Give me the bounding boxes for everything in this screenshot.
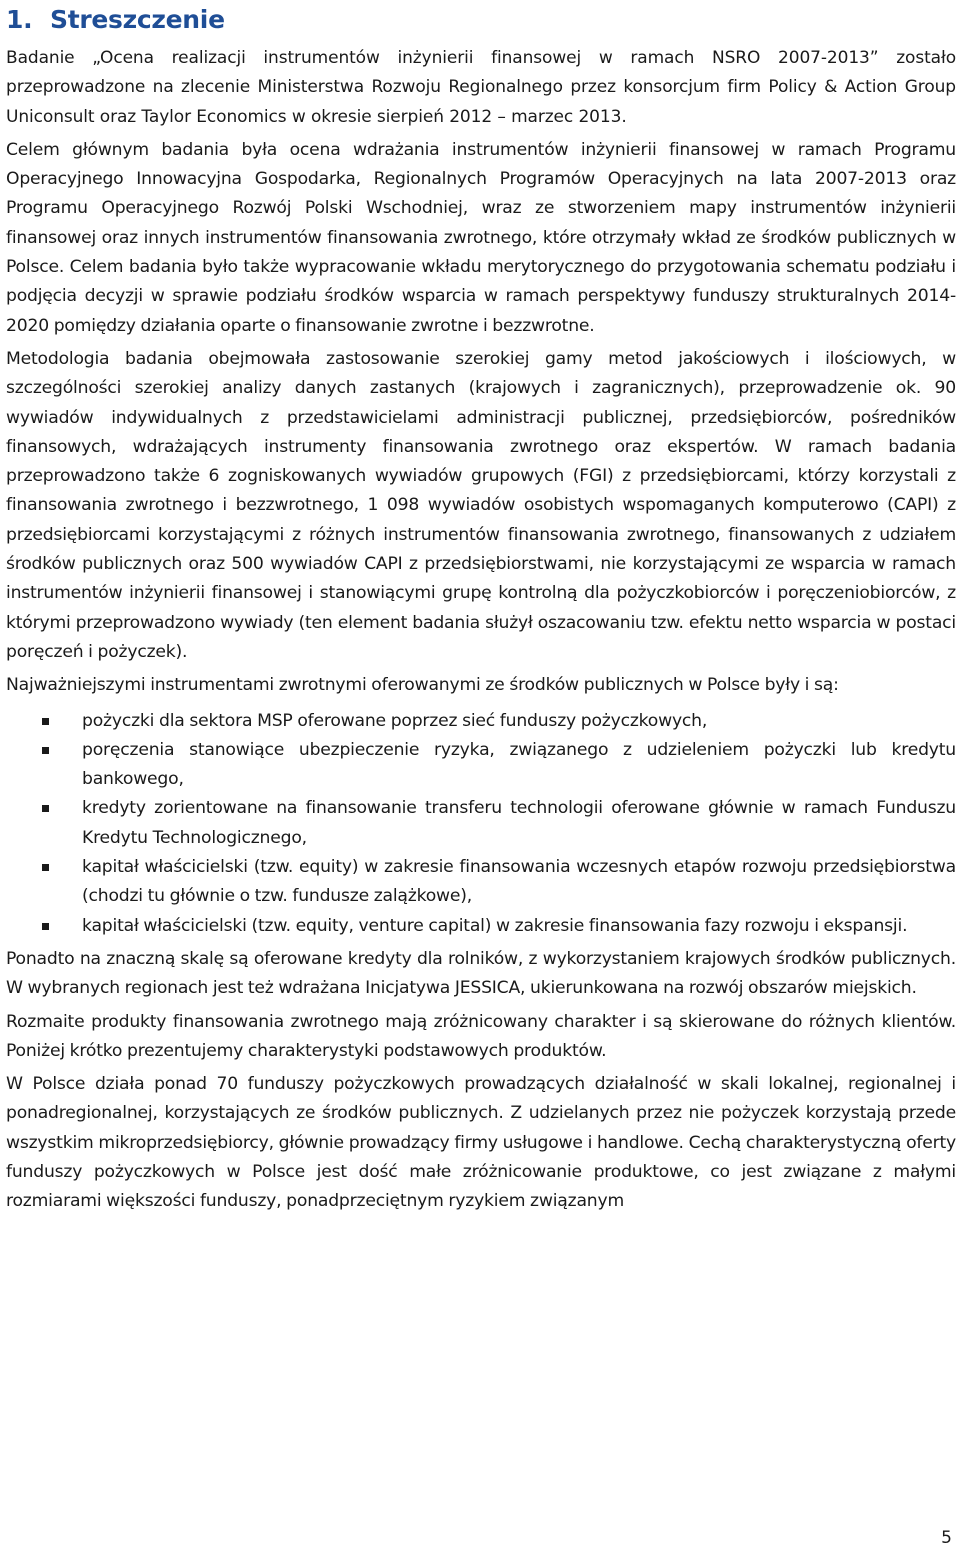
list-item xyxy=(6,853,956,912)
instruments-list xyxy=(6,707,956,941)
paragraph-products-overview: Rozmaite produkty finansowania zwrotnego mają zróżnicowany charakter i są skierowane do różnych klientów. Poniżej krótko prezentujemy charakterystyki podstawowych produktów. xyxy=(6,1011,956,1061)
list-item xyxy=(6,707,956,736)
section-heading xyxy=(6,0,956,44)
list-item-text: kredyty zorientowane na finansowanie transferu technologii oferowane głównie w ramach Funduszu Kredytu Technologicznego, xyxy=(82,798,956,848)
square-bullet-icon xyxy=(42,747,49,754)
list-item-text: kapitał właścicielski (tzw. equity) w zakresie finansowania wczesnych etapów rozwoju przedsiębiorstwa (chodzi tu głównie o tzw. fundusze zalążkowe), xyxy=(82,857,956,907)
paragraph-intro: Badanie „Ocena realizacji instrumentów inżynierii finansowej w ramach NSRO 2007-2013” zostało przeprowadzone na zlecenie Ministerstwa Rozwoju Regionalnego przez konsorcjum firm Policy & Action Group Uniconsult oraz Taylor Economics w okresie sierpień 2012 – marzec 2013. xyxy=(6,48,956,127)
paragraph-loan-funds: W Polsce działa ponad 70 funduszy pożyczkowych prowadzących działalność w skali lokalnej, regionalnej i ponadregionalnej, korzystających ze środków publicznych. Z udzielanych przez nie pożyczek korzystają przede wszystkim mikroprzedsiębiorcy, głównie prowadzący firmy usługowe i handlowe. Cechą charakterystyczną oferty funduszy pożyczkowych w Polsce jest dość małe zróżnicowanie produktowe, co jest związane z małymi rozmiarami większości funduszy, ponadprzeciętnym ryzykiem związanym xyxy=(6,1074,956,1212)
list-item-text: kapitał właścicielski (tzw. equity, venture capital) w zakresie finansowania fazy rozwoju i ekspansji. xyxy=(82,915,908,936)
paragraph-goal: Celem głównym badania była ocena wdrażania instrumentów inżynierii finansowej w ramach Programu Operacyjnego Innowacyjna Gospodarka, Regionalnych Programów Operacyjnych na lata 2007-2013 oraz Programu Operacyjnego Rozwój Polski Wschodniej, wraz ze stworzeniem mapy instrumentów inżynierii finansowej oraz innych instrumentów finansowania zwrotnego, które otrzymały wkład ze środków publicznych w Polsce. Celem badania było także wypracowanie wkładu merytorycznego do przygotowania schematu podziału i podjęcia decyzji w sprawie podziału środków wsparcia w ramach perspektywy funduszy strukturalnych 2014-2020 pomiędzy działania oparte o finansowanie zwrotne i bezzwrotne. xyxy=(6,139,956,336)
square-bullet-icon xyxy=(42,864,49,871)
document-page xyxy=(6,0,956,1221)
list-item xyxy=(6,794,956,853)
square-bullet-icon xyxy=(42,718,49,725)
list-item-text: poręczenia stanowiące ubezpieczenie ryzyka, związanego z udzieleniem pożyczki lub kredytu bankowego, xyxy=(82,739,956,790)
list-item-text: pożyczki dla sektora MSP oferowane poprzez sieć funduszy pożyczkowych, xyxy=(82,710,708,731)
square-bullet-icon xyxy=(42,923,49,930)
square-bullet-icon xyxy=(42,805,49,812)
section-number: 1. xyxy=(6,5,33,34)
list-item xyxy=(6,912,956,941)
paragraph-instruments-intro: Najważniejszymi instrumentami zwrotnymi oferowanymi ze środków publicznych w Polsce były i są: xyxy=(6,675,839,696)
paragraph-methodology: Metodologia badania obejmowała zastosowanie szerokiej gamy metod jakościowych i ilościowych, w szczególności szerokiej analizy danych zastanych (krajowych i zagranicznych), przeprowadzenie ok. 90 wywiadów indywidualnych z przedstawicielami administracji publicznej, przedsiębiorców, pośredników finansowych, wdrażających instrumenty finansowania zwrotnego oraz ekspertów. W ramach badania przeprowadzono także 6 zogniskowanych wywiadów grupowych (FGI) z przedsiębiorcami, którzy korzystali z finansowania zwrotnego i bezzwrotnego, 1 098 wywiadów osobistych wspomaganych komputerowo (CAPI) z przedsiębiorcami korzystającymi z różnych instrumentów finansowania zwrotnego, finansowanych z udziałem środków publicznych oraz 500 wywiadów CAPI z przedsiębiorstwami, nie korzystającymi ze wsparcia w ramach instrumentów inżynierii finansowej i stanowiącymi grupę kontrolną dla pożyczkobiorców i poręczeniobiorców, z którymi przeprowadzono wywiady (ten element badania służył oszacowaniu tzw. efektu netto wsparcia w postaci poręczeń i pożyczek). xyxy=(6,348,956,662)
list-item xyxy=(6,736,956,795)
page-number: 5 xyxy=(941,1528,952,1548)
paragraph-additional-credits: Ponadto na znaczną skalę są oferowane kredyty dla rolników, z wykorzystaniem krajowych środków publicznych. W wybranych regionach jest też wdrażana Inicjatywa JESSICA, ukierunkowana na rozwój obszarów miejskich. xyxy=(6,948,956,999)
section-title: Streszczenie xyxy=(50,5,225,34)
